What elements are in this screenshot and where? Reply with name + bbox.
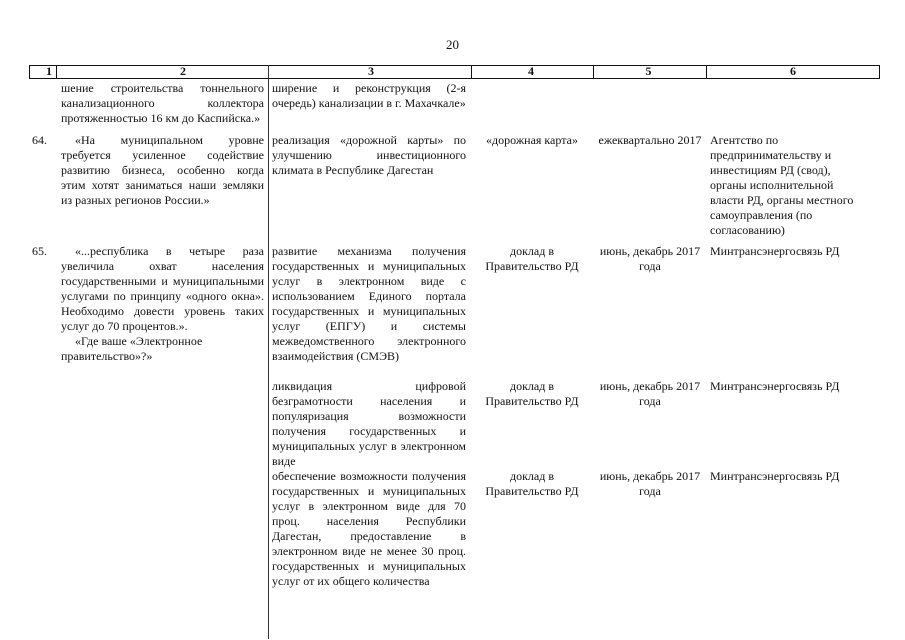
header-divider xyxy=(706,65,707,79)
deadline-cell: июнь, декабрь 2017 года xyxy=(599,379,701,408)
quote-cell: «На муниципальном уровне требуется усиленное содействие развитию бизнеса, особенно когда этим хотят заниматься наши земляки из разных регионов России.» xyxy=(61,133,264,207)
header-divider xyxy=(56,65,57,79)
responsible-cell: Минтрансэнергосвязь РД xyxy=(710,379,840,393)
form-cell: доклад в Правительство РД xyxy=(485,469,579,498)
header-col-2: 2 xyxy=(180,64,186,78)
measure-cell: ликвидация цифровой безграмотности населения и популяризация возможности получения государственных и муниципальных услуг в электронном виде xyxy=(272,379,466,468)
responsible-cell: Минтрансэнергосвязь РД xyxy=(710,244,840,258)
row-number: 64. xyxy=(32,133,47,147)
table-header-row xyxy=(29,65,880,79)
header-col-4: 4 xyxy=(528,64,534,78)
deadline-cell: ежеквартально 2017 xyxy=(598,133,702,147)
deadline-cell: июнь, декабрь 2017 года xyxy=(599,244,701,273)
deadline-cell: июнь, декабрь 2017 года xyxy=(599,469,701,498)
measure-cell: обеспечение возможности получения государственных и муниципальных услуг в электронном виде для 70 проц. населения Республики Дагестан, предоставление в электронном виде не менее 30 проц. государственных и муниципальных услуг от их общего количества xyxy=(272,469,466,588)
header-col-3: 3 xyxy=(368,64,374,78)
responsible-cell: Минтрансэнергосвязь РД xyxy=(710,469,840,483)
header-divider xyxy=(879,65,880,79)
header-divider xyxy=(29,65,30,79)
header-col-6: 6 xyxy=(790,64,796,78)
header-divider xyxy=(593,65,594,79)
header-divider xyxy=(471,65,472,79)
quote-cell: «...республика в четыре раза увеличила охват населения государственными и муниципальными услугами по принципу «одного окна». Необходимо довести уровень таких услуг до 70 процентов.». xyxy=(61,244,264,333)
quote-cell-secondary: «Где ваше «Электронное правительство»?» xyxy=(61,334,203,363)
measure-cell: развитие механизма получения государственных и муниципальных услуг в электронном виде с использованием Единого портала государственных и муниципальных услуг (ЕПГУ) и системы межведомственного электронного взаимодействия (СМЭВ) xyxy=(272,244,466,363)
responsible-cell: Агентство по предпринимательству и инвестициям РД (свод), органы исполнительной власти РД, органы местного самоуправления (по согласованию) xyxy=(710,133,854,237)
form-cell: доклад в Правительство РД xyxy=(485,244,579,273)
measure-cell: ширение и реконструкция (2-я очередь) канализации в г. Махачкале» xyxy=(272,81,466,110)
form-cell: доклад в Правительство РД xyxy=(485,379,579,408)
page-number: 20 xyxy=(446,37,459,52)
measure-cell: реализация «дорожной карты» по улучшению инвестиционного климата в Республике Дагестан xyxy=(272,133,466,177)
header-col-5: 5 xyxy=(645,64,652,78)
form-cell: «дорожная карта» xyxy=(486,133,578,147)
header-col-1: 1 xyxy=(46,64,52,78)
column-divider xyxy=(268,65,269,639)
row-number: 65. xyxy=(32,244,47,258)
quote-cell: шение строительства тоннельного канализационного коллектора протяженностью 16 км до Каспийска.» xyxy=(61,81,264,125)
